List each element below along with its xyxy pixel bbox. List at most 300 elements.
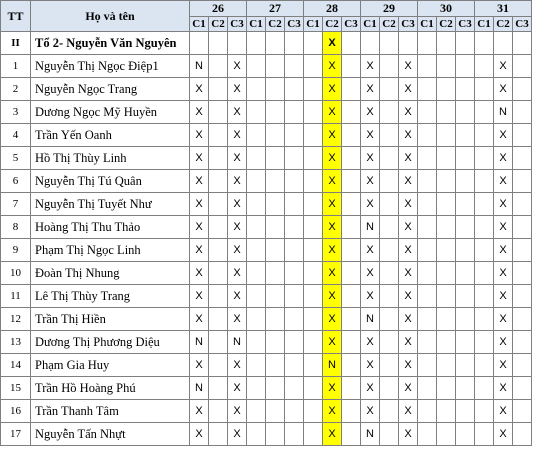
- attendance-cell[interactable]: N: [494, 101, 513, 124]
- row-number-cell[interactable]: 7: [1, 193, 31, 216]
- attendance-cell[interactable]: X: [494, 400, 513, 423]
- attendance-cell[interactable]: [456, 101, 475, 124]
- session-header[interactable]: C3: [513, 17, 532, 32]
- attendance-cell[interactable]: X: [494, 216, 513, 239]
- attendance-cell[interactable]: [380, 377, 399, 400]
- attendance-cell[interactable]: [209, 193, 228, 216]
- attendance-cell[interactable]: X: [228, 308, 247, 331]
- student-name-cell[interactable]: Trần Thanh Tâm: [31, 400, 190, 423]
- attendance-cell[interactable]: [456, 124, 475, 147]
- attendance-cell[interactable]: X: [323, 32, 342, 55]
- attendance-cell[interactable]: [285, 377, 304, 400]
- attendance-cell[interactable]: X: [190, 147, 209, 170]
- attendance-cell[interactable]: X: [323, 308, 342, 331]
- day-header[interactable]: 31: [475, 1, 532, 17]
- attendance-cell[interactable]: [304, 423, 323, 446]
- attendance-cell[interactable]: X: [323, 78, 342, 101]
- attendance-cell[interactable]: X: [228, 124, 247, 147]
- attendance-cell[interactable]: [475, 32, 494, 55]
- attendance-cell[interactable]: X: [494, 308, 513, 331]
- attendance-cell[interactable]: X: [323, 262, 342, 285]
- attendance-cell[interactable]: X: [361, 331, 380, 354]
- attendance-cell[interactable]: X: [323, 170, 342, 193]
- row-number-cell[interactable]: 8: [1, 216, 31, 239]
- row-number-cell[interactable]: 12: [1, 308, 31, 331]
- attendance-cell[interactable]: X: [228, 216, 247, 239]
- attendance-cell[interactable]: [247, 124, 266, 147]
- attendance-cell[interactable]: [437, 354, 456, 377]
- attendance-cell[interactable]: [437, 147, 456, 170]
- attendance-cell[interactable]: [456, 239, 475, 262]
- attendance-cell[interactable]: [266, 32, 285, 55]
- attendance-cell[interactable]: [247, 400, 266, 423]
- attendance-cell[interactable]: [380, 147, 399, 170]
- attendance-cell[interactable]: [285, 32, 304, 55]
- attendance-cell[interactable]: [209, 170, 228, 193]
- attendance-cell[interactable]: X: [323, 55, 342, 78]
- attendance-cell[interactable]: [342, 262, 361, 285]
- attendance-cell[interactable]: [342, 101, 361, 124]
- attendance-cell[interactable]: [456, 147, 475, 170]
- attendance-cell[interactable]: X: [399, 423, 418, 446]
- attendance-cell[interactable]: X: [361, 147, 380, 170]
- row-number-cell[interactable]: 16: [1, 400, 31, 423]
- attendance-cell[interactable]: X: [323, 216, 342, 239]
- attendance-cell[interactable]: [342, 55, 361, 78]
- attendance-cell[interactable]: X: [399, 101, 418, 124]
- attendance-cell[interactable]: X: [399, 193, 418, 216]
- attendance-cell[interactable]: [456, 400, 475, 423]
- attendance-cell[interactable]: [437, 423, 456, 446]
- row-number-cell[interactable]: 15: [1, 377, 31, 400]
- attendance-cell[interactable]: [380, 216, 399, 239]
- session-header[interactable]: C1: [190, 17, 209, 32]
- attendance-cell[interactable]: [247, 354, 266, 377]
- attendance-cell[interactable]: [475, 78, 494, 101]
- attendance-cell[interactable]: [266, 308, 285, 331]
- attendance-cell[interactable]: [209, 124, 228, 147]
- attendance-cell[interactable]: X: [323, 285, 342, 308]
- attendance-cell[interactable]: X: [323, 193, 342, 216]
- attendance-cell[interactable]: [456, 78, 475, 101]
- attendance-cell[interactable]: [285, 216, 304, 239]
- attendance-cell[interactable]: [247, 285, 266, 308]
- attendance-cell[interactable]: N: [323, 354, 342, 377]
- day-header[interactable]: 29: [361, 1, 418, 17]
- tt-header[interactable]: TT: [1, 1, 31, 32]
- attendance-cell[interactable]: [418, 124, 437, 147]
- attendance-cell[interactable]: [513, 101, 532, 124]
- session-header[interactable]: C2: [266, 17, 285, 32]
- group-name-cell[interactable]: Tổ 2- Nguyễn Văn Nguyên: [31, 32, 190, 55]
- attendance-cell[interactable]: X: [494, 55, 513, 78]
- attendance-cell[interactable]: [247, 101, 266, 124]
- attendance-cell[interactable]: X: [228, 55, 247, 78]
- attendance-cell[interactable]: [285, 78, 304, 101]
- attendance-cell[interactable]: [418, 331, 437, 354]
- row-number-cell[interactable]: 6: [1, 170, 31, 193]
- attendance-cell[interactable]: [418, 308, 437, 331]
- attendance-cell[interactable]: [380, 285, 399, 308]
- attendance-cell[interactable]: N: [190, 331, 209, 354]
- attendance-cell[interactable]: X: [323, 377, 342, 400]
- attendance-cell[interactable]: [342, 170, 361, 193]
- attendance-cell[interactable]: [380, 32, 399, 55]
- attendance-cell[interactable]: [304, 32, 323, 55]
- attendance-cell[interactable]: [437, 262, 456, 285]
- attendance-cell[interactable]: [475, 216, 494, 239]
- attendance-cell[interactable]: X: [228, 377, 247, 400]
- attendance-cell[interactable]: [266, 193, 285, 216]
- session-header[interactable]: C1: [475, 17, 494, 32]
- attendance-cell[interactable]: [209, 101, 228, 124]
- attendance-cell[interactable]: X: [190, 354, 209, 377]
- attendance-cell[interactable]: [513, 124, 532, 147]
- attendance-cell[interactable]: X: [228, 423, 247, 446]
- attendance-cell[interactable]: [285, 170, 304, 193]
- attendance-cell[interactable]: X: [494, 285, 513, 308]
- attendance-cell[interactable]: [437, 78, 456, 101]
- attendance-cell[interactable]: X: [190, 400, 209, 423]
- attendance-cell[interactable]: [266, 239, 285, 262]
- attendance-cell[interactable]: [266, 400, 285, 423]
- attendance-cell[interactable]: X: [190, 262, 209, 285]
- attendance-cell[interactable]: X: [190, 423, 209, 446]
- attendance-cell[interactable]: [418, 78, 437, 101]
- attendance-cell[interactable]: [342, 32, 361, 55]
- student-name-cell[interactable]: Nguyễn Thị Tú Quân: [31, 170, 190, 193]
- attendance-cell[interactable]: [513, 78, 532, 101]
- attendance-cell[interactable]: [418, 193, 437, 216]
- attendance-cell[interactable]: X: [399, 216, 418, 239]
- attendance-cell[interactable]: [285, 308, 304, 331]
- attendance-cell[interactable]: [380, 193, 399, 216]
- attendance-cell[interactable]: X: [399, 124, 418, 147]
- row-number-cell[interactable]: II: [1, 32, 31, 55]
- attendance-cell[interactable]: [304, 193, 323, 216]
- attendance-cell[interactable]: X: [399, 354, 418, 377]
- session-header[interactable]: C2: [209, 17, 228, 32]
- attendance-cell[interactable]: X: [494, 147, 513, 170]
- attendance-cell[interactable]: [247, 331, 266, 354]
- day-header[interactable]: 27: [247, 1, 304, 17]
- session-header[interactable]: C3: [285, 17, 304, 32]
- attendance-cell[interactable]: X: [361, 124, 380, 147]
- attendance-cell[interactable]: [247, 55, 266, 78]
- attendance-cell[interactable]: [380, 55, 399, 78]
- attendance-cell[interactable]: X: [494, 193, 513, 216]
- attendance-cell[interactable]: [285, 400, 304, 423]
- attendance-cell[interactable]: [209, 216, 228, 239]
- attendance-cell[interactable]: [209, 239, 228, 262]
- attendance-cell[interactable]: [247, 78, 266, 101]
- attendance-cell[interactable]: [513, 423, 532, 446]
- attendance-cell[interactable]: [380, 262, 399, 285]
- attendance-cell[interactable]: [418, 354, 437, 377]
- row-number-cell[interactable]: 3: [1, 101, 31, 124]
- attendance-cell[interactable]: [380, 78, 399, 101]
- attendance-cell[interactable]: [304, 170, 323, 193]
- session-header[interactable]: C1: [361, 17, 380, 32]
- row-number-cell[interactable]: 9: [1, 239, 31, 262]
- row-number-cell[interactable]: 11: [1, 285, 31, 308]
- day-header[interactable]: 26: [190, 1, 247, 17]
- attendance-cell[interactable]: [418, 377, 437, 400]
- attendance-cell[interactable]: X: [190, 239, 209, 262]
- student-name-cell[interactable]: Nguyễn Ngọc Trang: [31, 78, 190, 101]
- attendance-cell[interactable]: [513, 400, 532, 423]
- attendance-cell[interactable]: X: [494, 377, 513, 400]
- attendance-cell[interactable]: X: [323, 124, 342, 147]
- session-header[interactable]: C3: [342, 17, 361, 32]
- attendance-cell[interactable]: [342, 78, 361, 101]
- attendance-cell[interactable]: [209, 377, 228, 400]
- attendance-cell[interactable]: [475, 354, 494, 377]
- attendance-cell[interactable]: [437, 170, 456, 193]
- attendance-cell[interactable]: [475, 285, 494, 308]
- attendance-cell[interactable]: [437, 193, 456, 216]
- attendance-cell[interactable]: [475, 124, 494, 147]
- session-header[interactable]: C3: [228, 17, 247, 32]
- attendance-cell[interactable]: [418, 170, 437, 193]
- attendance-cell[interactable]: [437, 216, 456, 239]
- attendance-cell[interactable]: [513, 331, 532, 354]
- attendance-cell[interactable]: X: [361, 262, 380, 285]
- student-name-cell[interactable]: Hồ Thị Thùy Linh: [31, 147, 190, 170]
- student-name-cell[interactable]: Đoàn Thị Nhung: [31, 262, 190, 285]
- attendance-cell[interactable]: X: [361, 55, 380, 78]
- attendance-cell[interactable]: [209, 308, 228, 331]
- attendance-cell[interactable]: X: [361, 78, 380, 101]
- attendance-cell[interactable]: [475, 193, 494, 216]
- attendance-cell[interactable]: X: [399, 170, 418, 193]
- attendance-cell[interactable]: [456, 377, 475, 400]
- session-header[interactable]: C1: [247, 17, 266, 32]
- attendance-cell[interactable]: [475, 170, 494, 193]
- attendance-cell[interactable]: N: [190, 377, 209, 400]
- attendance-cell[interactable]: [456, 308, 475, 331]
- attendance-cell[interactable]: [513, 193, 532, 216]
- attendance-cell[interactable]: X: [323, 423, 342, 446]
- attendance-cell[interactable]: [513, 262, 532, 285]
- attendance-cell[interactable]: [513, 354, 532, 377]
- attendance-cell[interactable]: X: [228, 101, 247, 124]
- attendance-cell[interactable]: [247, 193, 266, 216]
- attendance-cell[interactable]: [304, 147, 323, 170]
- attendance-cell[interactable]: X: [361, 239, 380, 262]
- attendance-cell[interactable]: [513, 216, 532, 239]
- attendance-cell[interactable]: X: [494, 354, 513, 377]
- attendance-cell[interactable]: [475, 308, 494, 331]
- attendance-cell[interactable]: [209, 55, 228, 78]
- attendance-cell[interactable]: [342, 423, 361, 446]
- attendance-cell[interactable]: [494, 32, 513, 55]
- attendance-cell[interactable]: X: [228, 354, 247, 377]
- session-header[interactable]: C2: [323, 17, 342, 32]
- attendance-cell[interactable]: [437, 124, 456, 147]
- attendance-cell[interactable]: X: [361, 354, 380, 377]
- attendance-cell[interactable]: X: [399, 239, 418, 262]
- attendance-cell[interactable]: [342, 308, 361, 331]
- attendance-cell[interactable]: [513, 285, 532, 308]
- student-name-cell[interactable]: Nguyễn Tấn Nhựt: [31, 423, 190, 446]
- student-name-cell[interactable]: Hoàng Thị Thu Thảo: [31, 216, 190, 239]
- attendance-cell[interactable]: [285, 239, 304, 262]
- attendance-cell[interactable]: [228, 32, 247, 55]
- attendance-cell[interactable]: [456, 285, 475, 308]
- attendance-cell[interactable]: [266, 423, 285, 446]
- attendance-cell[interactable]: X: [228, 170, 247, 193]
- attendance-cell[interactable]: [342, 331, 361, 354]
- attendance-cell[interactable]: [266, 101, 285, 124]
- attendance-cell[interactable]: [285, 147, 304, 170]
- attendance-cell[interactable]: [285, 262, 304, 285]
- attendance-cell[interactable]: [513, 147, 532, 170]
- attendance-cell[interactable]: [285, 101, 304, 124]
- attendance-cell[interactable]: N: [361, 216, 380, 239]
- student-name-cell[interactable]: Trần Yến Oanh: [31, 124, 190, 147]
- attendance-cell[interactable]: [513, 308, 532, 331]
- attendance-cell[interactable]: [285, 124, 304, 147]
- session-header[interactable]: C1: [304, 17, 323, 32]
- attendance-cell[interactable]: [304, 78, 323, 101]
- attendance-cell[interactable]: [285, 331, 304, 354]
- attendance-cell[interactable]: X: [399, 285, 418, 308]
- attendance-cell[interactable]: [456, 55, 475, 78]
- row-number-cell[interactable]: 10: [1, 262, 31, 285]
- attendance-cell[interactable]: [418, 423, 437, 446]
- attendance-cell[interactable]: N: [361, 308, 380, 331]
- attendance-cell[interactable]: [266, 55, 285, 78]
- attendance-cell[interactable]: [475, 239, 494, 262]
- attendance-cell[interactable]: [266, 78, 285, 101]
- session-header[interactable]: C3: [456, 17, 475, 32]
- attendance-cell[interactable]: X: [323, 331, 342, 354]
- session-header[interactable]: C2: [494, 17, 513, 32]
- session-header[interactable]: C3: [399, 17, 418, 32]
- attendance-cell[interactable]: [247, 239, 266, 262]
- attendance-cell[interactable]: X: [399, 400, 418, 423]
- attendance-cell[interactable]: [266, 147, 285, 170]
- attendance-cell[interactable]: [342, 400, 361, 423]
- attendance-cell[interactable]: N: [228, 331, 247, 354]
- attendance-cell[interactable]: [437, 101, 456, 124]
- row-number-cell[interactable]: 2: [1, 78, 31, 101]
- attendance-cell[interactable]: [475, 400, 494, 423]
- attendance-cell[interactable]: [304, 285, 323, 308]
- attendance-cell[interactable]: [456, 193, 475, 216]
- attendance-cell[interactable]: [209, 331, 228, 354]
- attendance-cell[interactable]: [285, 193, 304, 216]
- attendance-cell[interactable]: [456, 354, 475, 377]
- attendance-cell[interactable]: X: [494, 262, 513, 285]
- session-header[interactable]: C2: [380, 17, 399, 32]
- attendance-cell[interactable]: [475, 55, 494, 78]
- attendance-cell[interactable]: [209, 147, 228, 170]
- attendance-cell[interactable]: [247, 147, 266, 170]
- attendance-cell[interactable]: X: [190, 124, 209, 147]
- attendance-cell[interactable]: X: [190, 170, 209, 193]
- attendance-cell[interactable]: [304, 308, 323, 331]
- attendance-cell[interactable]: X: [399, 55, 418, 78]
- row-number-cell[interactable]: 13: [1, 331, 31, 354]
- attendance-cell[interactable]: X: [399, 262, 418, 285]
- attendance-cell[interactable]: X: [361, 101, 380, 124]
- attendance-cell[interactable]: [304, 262, 323, 285]
- attendance-cell[interactable]: X: [323, 239, 342, 262]
- attendance-cell[interactable]: [437, 377, 456, 400]
- session-header[interactable]: C1: [418, 17, 437, 32]
- attendance-cell[interactable]: [418, 239, 437, 262]
- attendance-cell[interactable]: [247, 170, 266, 193]
- attendance-cell[interactable]: X: [228, 147, 247, 170]
- attendance-cell[interactable]: X: [228, 193, 247, 216]
- attendance-cell[interactable]: X: [494, 423, 513, 446]
- attendance-cell[interactable]: X: [494, 170, 513, 193]
- attendance-cell[interactable]: [513, 55, 532, 78]
- attendance-cell[interactable]: [456, 423, 475, 446]
- attendance-cell[interactable]: [437, 32, 456, 55]
- attendance-cell[interactable]: [475, 101, 494, 124]
- attendance-cell[interactable]: [190, 32, 209, 55]
- attendance-cell[interactable]: X: [323, 101, 342, 124]
- attendance-cell[interactable]: [247, 262, 266, 285]
- attendance-cell[interactable]: X: [361, 377, 380, 400]
- attendance-cell[interactable]: [380, 354, 399, 377]
- name-header[interactable]: Họ và tên: [31, 1, 190, 32]
- attendance-cell[interactable]: [475, 377, 494, 400]
- attendance-cell[interactable]: X: [228, 239, 247, 262]
- attendance-cell[interactable]: [513, 377, 532, 400]
- attendance-cell[interactable]: X: [190, 216, 209, 239]
- attendance-cell[interactable]: N: [190, 55, 209, 78]
- attendance-cell[interactable]: [247, 423, 266, 446]
- attendance-cell[interactable]: [304, 239, 323, 262]
- attendance-cell[interactable]: X: [190, 285, 209, 308]
- attendance-cell[interactable]: [399, 32, 418, 55]
- attendance-cell[interactable]: [475, 147, 494, 170]
- attendance-cell[interactable]: [418, 32, 437, 55]
- attendance-cell[interactable]: X: [361, 285, 380, 308]
- attendance-cell[interactable]: [513, 170, 532, 193]
- attendance-cell[interactable]: [304, 354, 323, 377]
- attendance-cell[interactable]: [209, 78, 228, 101]
- attendance-cell[interactable]: [266, 216, 285, 239]
- student-name-cell[interactable]: Dương Thị Phương Diệu: [31, 331, 190, 354]
- attendance-cell[interactable]: [266, 331, 285, 354]
- student-name-cell[interactable]: Dương Ngọc Mỹ Huyền: [31, 101, 190, 124]
- attendance-cell[interactable]: [380, 101, 399, 124]
- attendance-cell[interactable]: [513, 32, 532, 55]
- row-number-cell[interactable]: 14: [1, 354, 31, 377]
- student-name-cell[interactable]: Phạm Gia Huy: [31, 354, 190, 377]
- attendance-cell[interactable]: [418, 101, 437, 124]
- attendance-cell[interactable]: [437, 331, 456, 354]
- attendance-cell[interactable]: [285, 354, 304, 377]
- attendance-cell[interactable]: [209, 262, 228, 285]
- attendance-cell[interactable]: X: [494, 239, 513, 262]
- attendance-cell[interactable]: [342, 193, 361, 216]
- attendance-cell[interactable]: [342, 147, 361, 170]
- attendance-cell[interactable]: [361, 32, 380, 55]
- attendance-cell[interactable]: [475, 262, 494, 285]
- attendance-cell[interactable]: [209, 32, 228, 55]
- student-name-cell[interactable]: Phạm Thị Ngọc Linh: [31, 239, 190, 262]
- attendance-cell[interactable]: [380, 331, 399, 354]
- attendance-cell[interactable]: [342, 377, 361, 400]
- attendance-cell[interactable]: [437, 400, 456, 423]
- attendance-cell[interactable]: [380, 170, 399, 193]
